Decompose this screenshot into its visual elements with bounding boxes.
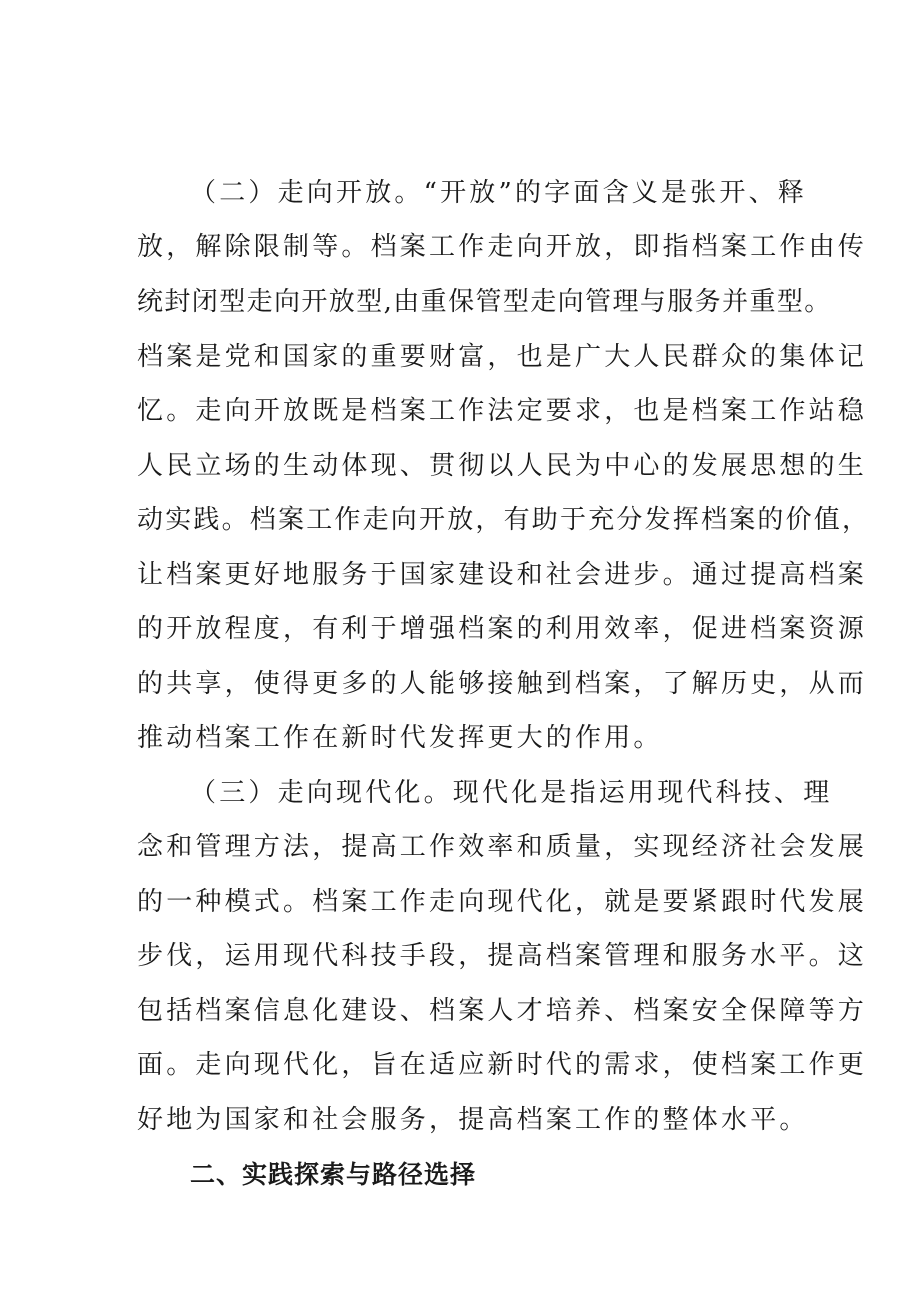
paragraph-line: 忆。走向开放既是档案工作法定要求，也是档案工作站稳 (137, 396, 868, 426)
paragraph-line: 好地为国家和社会服务，提高档案工作的整体水平。 (137, 1105, 809, 1135)
paragraph-line: 的共享，使得更多的人能够接触到档案，了解历史，从而 (137, 669, 868, 699)
paragraph-line: 放，解除限制等。档案工作走向开放，即指档案工作由传 (137, 232, 868, 262)
paragraph-line: 的一种模式。档案工作走向现代化，就是要紧跟时代发展 (137, 887, 868, 917)
paragraph-line: （二）走向开放。“开放”的字面含义是张开、释 (190, 178, 807, 208)
section-heading: 二、实践探索与路径选择 (190, 1160, 477, 1189)
paragraph-line: 推动档案工作在新时代发挥更大的作用。 (137, 723, 663, 753)
paragraph-line: （三）走向现代化。现代化是指运用现代科技、理 (190, 778, 833, 808)
paragraph-line: 让档案更好地服务于国家建设和社会进步。通过提高档案 (137, 560, 868, 590)
paragraph-line: 包括档案信息化建设、档案人才培养、档案安全保障等方 (137, 996, 868, 1026)
paragraph-line: 统封闭型走向开放型,由重保管型走向管理与服务并重型。 (137, 287, 832, 317)
paragraph-line: 的开放程度，有利于增强档案的利用效率，促进档案资源 (137, 614, 868, 644)
paragraph-line: 动实践。档案工作走向开放，有助于充分发挥档案的价值， (137, 505, 871, 535)
paragraph-line: 步伐，运用现代科技手段，提高档案管理和服务水平。这 (137, 941, 868, 971)
paragraph-line: 档案是党和国家的重要财富，也是广大人民群众的集体记 (137, 342, 868, 372)
paragraph-line: 念和管理方法，提高工作效率和质量，实现经济社会发展 (137, 832, 868, 862)
paragraph-line: 人民立场的生动体现、贯彻以人民为中心的发展思想的生 (137, 451, 868, 481)
paragraph-line: 面。走向现代化，旨在适应新时代的需求，使档案工作更 (137, 1050, 868, 1080)
